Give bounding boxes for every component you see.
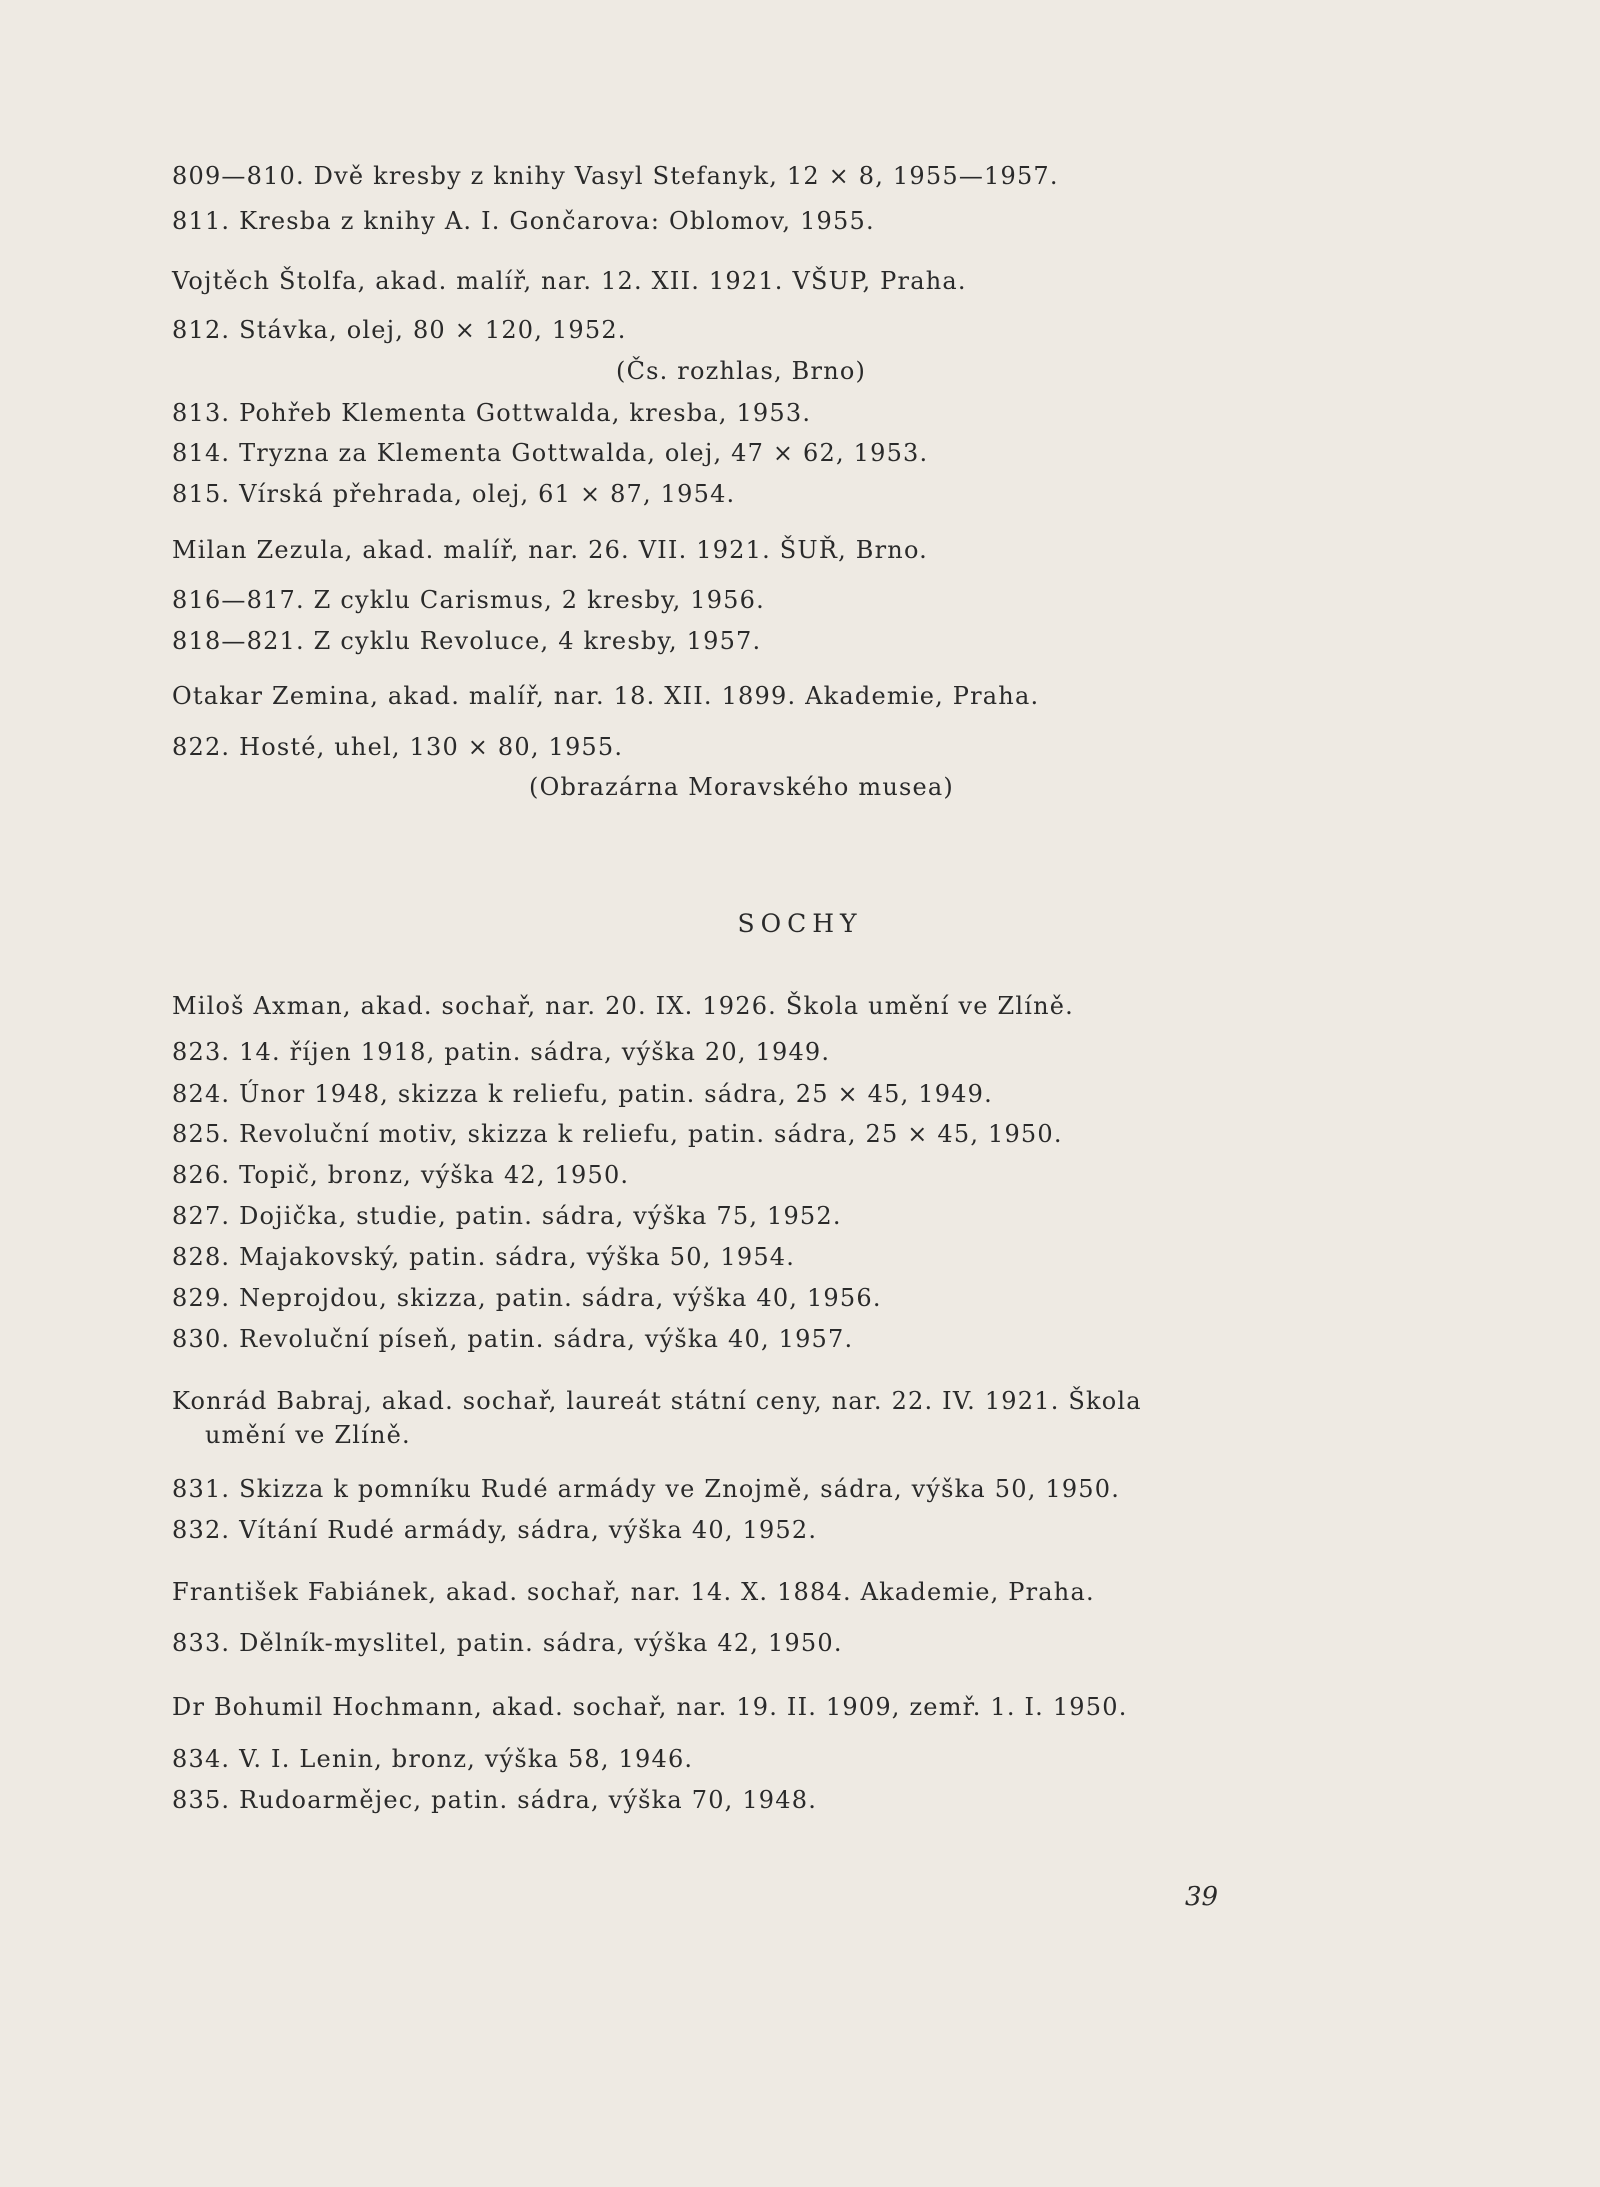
entry-826: 826. Topič, bronz, výška 42, 1950. — [172, 1161, 630, 1189]
entry-831: 831. Skizza k pomníku Rudé armády ve Znojmě, sádra, výška 50, 1950. — [172, 1475, 1121, 1503]
section-heading-sochy: SOCHY — [737, 909, 863, 938]
artist-heading-hochmann: Dr Bohumil Hochmann, akad. sochař, nar. 19. II. 1909, zemř. 1. I. 1950. — [172, 1693, 1128, 1721]
entry-813: 813. Pohřeb Klementa Gottwalda, kresba, 1953. — [172, 399, 812, 427]
entry-822: 822. Hosté, uhel, 130 × 80, 1955. — [172, 733, 624, 761]
artist-heading-fabianek: František Fabiánek, akad. sochař, nar. 14. X. 1884. Akademie, Praha. — [172, 1578, 1095, 1606]
entry-809-810: 809—810. Dvě kresby z knihy Vasyl Stefanyk, 12 × 8, 1955—1957. — [172, 162, 1059, 190]
entry-816-817: 816—817. Z cyklu Carismus, 2 kresby, 1956. — [172, 586, 765, 614]
artist-heading-babraj-continued: umění ve Zlíně. — [205, 1421, 411, 1449]
entry-828: 828. Majakovský, patin. sádra, výška 50, 1954. — [172, 1243, 796, 1271]
entry-818-821: 818—821. Z cyklu Revoluce, 4 kresby, 1957. — [172, 627, 762, 655]
entry-830: 830. Revoluční píseň, patin. sádra, výška 40, 1957. — [172, 1325, 854, 1353]
entry-833: 833. Dělník-myslitel, patin. sádra, výška 42, 1950. — [172, 1629, 843, 1657]
entry-823: 823. 14. říjen 1918, patin. sádra, výška 20, 1949. — [172, 1038, 831, 1066]
entry-824: 824. Únor 1948, skizza k reliefu, patin. sádra, 25 × 45, 1949. — [172, 1080, 993, 1108]
entry-822-location: (Obrazárna Moravského musea) — [529, 773, 954, 801]
entry-832: 832. Vítání Rudé armády, sádra, výška 40, 1952. — [172, 1516, 818, 1544]
page-number: 39 — [1185, 1882, 1219, 1912]
entry-815: 815. Vírská přehrada, olej, 61 × 87, 1954. — [172, 480, 736, 508]
artist-heading-babraj: Konrád Babraj, akad. sochař, laureát státní ceny, nar. 22. IV. 1921. Škola — [172, 1387, 1142, 1415]
entry-811: 811. Kresba z knihy A. I. Gončarova: Oblomov, 1955. — [172, 207, 875, 235]
artist-heading-zezula: Milan Zezula, akad. malíř, nar. 26. VII. 1921. ŠUŘ, Brno. — [172, 536, 928, 564]
entry-829: 829. Neprojdou, skizza, patin. sádra, výška 40, 1956. — [172, 1284, 882, 1312]
artist-heading-axman: Miloš Axman, akad. sochař, nar. 20. IX. 1926. Škola umění ve Zlíně. — [172, 992, 1074, 1020]
entry-812-location: (Čs. rozhlas, Brno) — [616, 357, 867, 385]
entry-825: 825. Revoluční motiv, skizza k reliefu, patin. sádra, 25 × 45, 1950. — [172, 1120, 1063, 1148]
entry-834: 834. V. I. Lenin, bronz, výška 58, 1946. — [172, 1745, 694, 1773]
artist-heading-zemina: Otakar Zemina, akad. malíř, nar. 18. XII. 1899. Akademie, Praha. — [172, 682, 1040, 710]
entry-835: 835. Rudoarmějec, patin. sádra, výška 70, 1948. — [172, 1786, 818, 1814]
entry-812: 812. Stávka, olej, 80 × 120, 1952. — [172, 316, 627, 344]
artist-heading-stolfa: Vojtěch Štolfa, akad. malíř, nar. 12. XII. 1921. VŠUP, Praha. — [172, 267, 967, 295]
entry-814: 814. Tryzna za Klementa Gottwalda, olej, 47 × 62, 1953. — [172, 439, 929, 467]
entry-827: 827. Dojička, studie, patin. sádra, výška 75, 1952. — [172, 1202, 842, 1230]
